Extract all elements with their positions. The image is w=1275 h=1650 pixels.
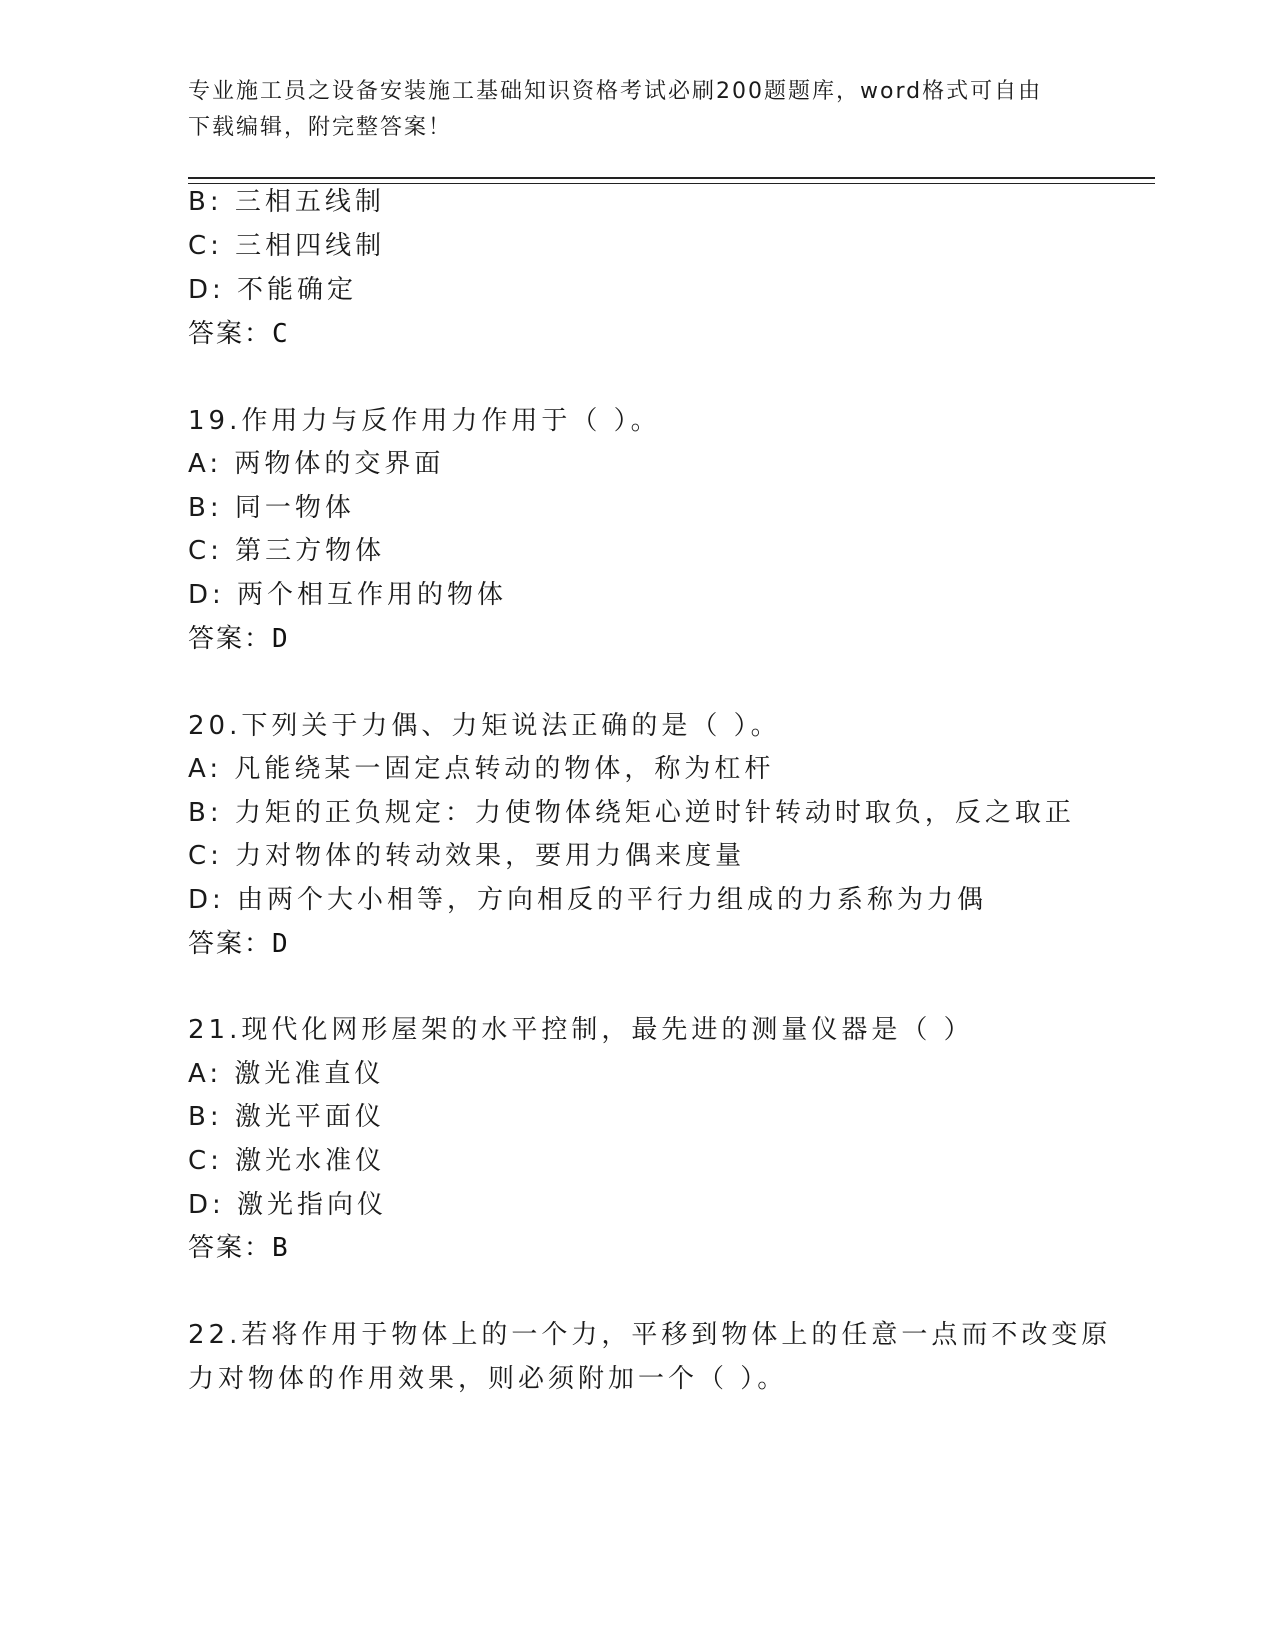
answer-value: D — [272, 624, 289, 654]
q20-option-b: B: 力矩的正负规定：力使物体绕矩心逆时针转动时取负，反之取正 — [188, 798, 1075, 828]
q19-stem: 19.作用力与反作用力作用于（ ）。 — [188, 406, 661, 436]
q19-option-d: D: 两个相互作用的物体 — [188, 580, 508, 610]
answer-value: D — [272, 929, 289, 959]
q19-option-b: B: 同一物体 — [188, 493, 355, 523]
q18-answer — [188, 317, 289, 351]
q18-option-b: B: 三相五线制 — [188, 187, 385, 217]
answer-value: B — [272, 1233, 289, 1263]
q21-option-b: B: 激光平面仪 — [188, 1102, 385, 1132]
q19-option-a: A: 两物体的交界面 — [188, 449, 445, 479]
q18-option-c: C: 三相四线制 — [188, 231, 386, 261]
answer-value: C — [272, 319, 289, 349]
q21-answer — [188, 1231, 289, 1265]
q20-answer — [188, 927, 289, 961]
q20-option-c: C: 力对物体的转动效果，要用力偶来度量 — [188, 841, 746, 871]
q21-stem: 21.现代化网形屋架的水平控制，最先进的测量仪器是（ ） — [188, 1015, 974, 1045]
q19-option-c: C: 第三方物体 — [188, 536, 386, 566]
header-divider-thin — [188, 183, 1155, 184]
q18-option-d: D: 不能确定 — [188, 275, 358, 305]
q22-stem-line-2: 力对物体的作用效果，则必须附加一个（ ）。 — [188, 1364, 788, 1394]
q22-stem-line-1: 22.若将作用于物体上的一个力，平移到物体上的任意一点而不改变原 — [188, 1320, 1112, 1350]
q20-stem: 20.下列关于力偶、力矩说法正确的是（ ）。 — [188, 711, 781, 741]
answer-label: 答案： — [188, 319, 273, 349]
q21-option-a: A: 激光准直仪 — [188, 1059, 385, 1089]
q19-answer — [188, 622, 289, 656]
q21-option-d: D: 激光指向仪 — [188, 1190, 388, 1220]
q20-option-d: D: 由两个大小相等，方向相反的平行力组成的力系称为力偶 — [188, 885, 988, 915]
header-line-2: 下载编辑，附完整答案！ — [188, 115, 453, 140]
answer-label: 答案： — [188, 1233, 273, 1263]
header-line-1: 专业施工员之设备安装施工基础知识资格考试必刷200题题库，word格式可自由 — [188, 79, 1043, 104]
answer-label: 答案： — [188, 624, 273, 654]
answer-label: 答案： — [188, 929, 273, 959]
q20-option-a: A: 凡能绕某一固定点转动的物体，称为杠杆 — [188, 754, 775, 784]
document-header — [188, 74, 1088, 146]
q21-option-c: C: 激光水准仪 — [188, 1146, 386, 1176]
header-divider-thick — [188, 177, 1155, 179]
